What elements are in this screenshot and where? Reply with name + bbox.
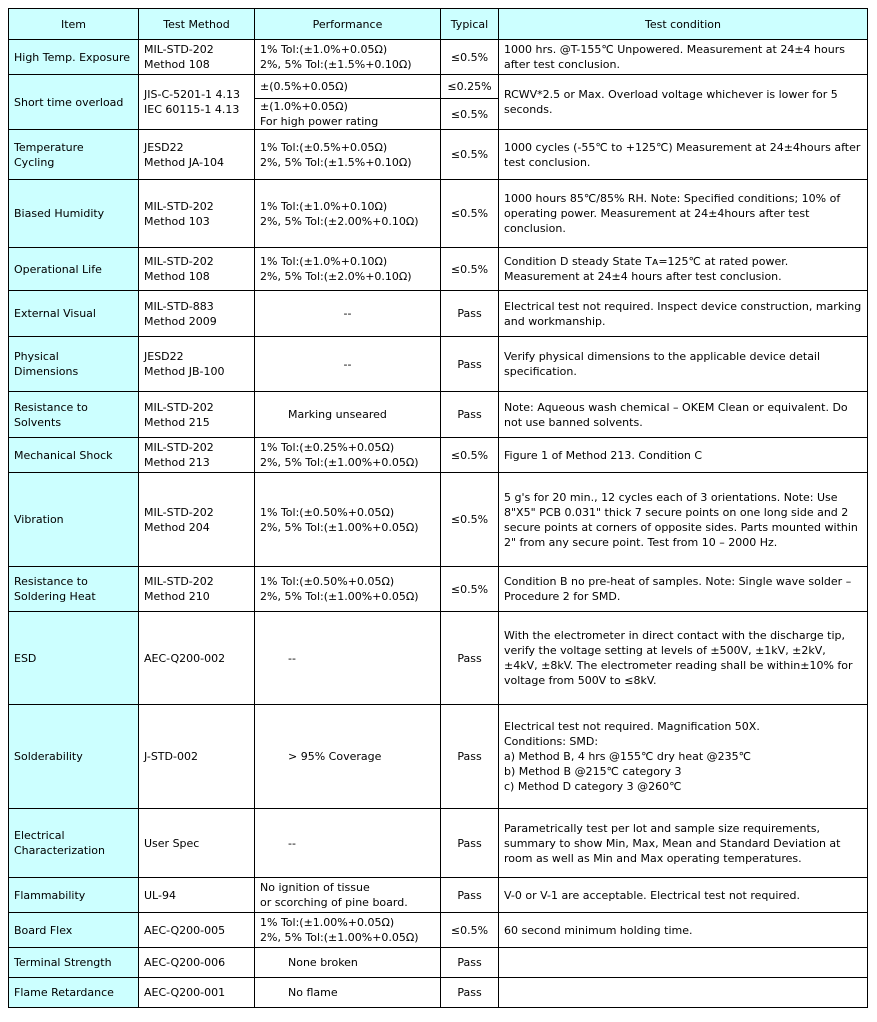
method-cell: MIL-STD-202 Method 108 <box>139 40 255 75</box>
table-row <box>9 40 868 75</box>
typical-cell: Pass <box>441 705 499 809</box>
item-cell: External Visual <box>9 291 139 337</box>
condition-cell: Electrical test not required. Magnification 50X. Conditions: SMD: a) Method B, 4 hrs @155℃ dry heat @235℃ b) Method B @215℃ category 3 c) Method D category 3 @260℃ <box>499 705 868 809</box>
method-cell: UL-94 <box>139 878 255 913</box>
method-cell: MIL-STD-202 Method 103 <box>139 180 255 248</box>
performance-cell: 1% Tol:(±0.25%+0.05Ω) 2%, 5% Tol:(±1.00%+0.05Ω) <box>255 438 441 473</box>
method-cell: MIL-STD-202 Method 210 <box>139 567 255 612</box>
performance-cell: 1% Tol:(±0.5%+0.05Ω) 2%, 5% Tol:(±1.5%+0.10Ω) <box>255 130 441 180</box>
performance-cell: No ignition of tissue or scorching of pine board. <box>255 878 441 913</box>
condition-cell <box>499 948 868 978</box>
item-cell: Physical Dimensions <box>9 337 139 392</box>
method-cell: MIL-STD-202 Method 215 <box>139 392 255 438</box>
table-row <box>9 612 868 705</box>
method-cell: AEC-Q200-001 <box>139 978 255 1008</box>
typical-cell: Pass <box>441 392 499 438</box>
performance-cell: -- <box>255 809 441 878</box>
performance-cell: 1% Tol:(±1.0%+0.05Ω) 2%, 5% Tol:(±1.5%+0.10Ω) <box>255 40 441 75</box>
condition-cell: Figure 1 of Method 213. Condition C <box>499 438 868 473</box>
method-cell: AEC-Q200-002 <box>139 612 255 705</box>
table-row <box>9 705 868 809</box>
table-row <box>9 337 868 392</box>
typical-cell: ≤0.5% <box>441 99 499 130</box>
method-cell: MIL-STD-202 Method 108 <box>139 248 255 291</box>
typical-cell: Pass <box>441 612 499 705</box>
table-row <box>9 878 868 913</box>
typical-cell: ≤0.5% <box>441 130 499 180</box>
performance-cell: 1% Tol:(±1.0%+0.10Ω) 2%, 5% Tol:(±2.0%+0.10Ω) <box>255 248 441 291</box>
item-cell: Flame Retardance <box>9 978 139 1008</box>
performance-cell: ±(1.0%+0.05Ω) For high power rating <box>255 99 441 130</box>
item-cell: ESD <box>9 612 139 705</box>
condition-cell <box>499 978 868 1008</box>
table-row <box>9 180 868 248</box>
typical-cell: Pass <box>441 291 499 337</box>
item-cell: Vibration <box>9 473 139 567</box>
method-cell: JESD22 Method JA-104 <box>139 130 255 180</box>
header-test-method: Test Method <box>139 9 255 40</box>
condition-cell: Condition B no pre-heat of samples. Note: Single wave solder – Procedure 2 for SMD. <box>499 567 868 612</box>
condition-cell: Condition D steady State Tᴀ=125℃ at rated power. Measurement at 24±4 hours after test conclusion. <box>499 248 868 291</box>
performance-cell: -- <box>255 337 441 392</box>
item-cell: Temperature Cycling <box>9 130 139 180</box>
item-cell: Electrical Characterization <box>9 809 139 878</box>
method-cell: JESD22 Method JB-100 <box>139 337 255 392</box>
performance-cell: 1% Tol:(±0.50%+0.05Ω) 2%, 5% Tol:(±1.00%+0.05Ω) <box>255 473 441 567</box>
item-cell: Terminal Strength <box>9 948 139 978</box>
condition-cell: V-0 or V-1 are acceptable. Electrical test not required. <box>499 878 868 913</box>
header-test-condition: Test condition <box>499 9 868 40</box>
table-row <box>9 75 868 99</box>
item-cell: Resistance to Soldering Heat <box>9 567 139 612</box>
item-cell: High Temp. Exposure <box>9 40 139 75</box>
condition-cell: RCWV*2.5 or Max. Overload voltage whichever is lower for 5 seconds. <box>499 75 868 130</box>
performance-cell: > 95% Coverage <box>255 705 441 809</box>
typical-cell: ≤0.5% <box>441 473 499 567</box>
performance-cell: 1% Tol:(±1.00%+0.05Ω) 2%, 5% Tol:(±1.00%+0.05Ω) <box>255 913 441 948</box>
method-cell: JIS-C-5201-1 4.13 IEC 60115-1 4.13 <box>139 75 255 130</box>
method-cell: User Spec <box>139 809 255 878</box>
performance-cell: None broken <box>255 948 441 978</box>
item-cell: Board Flex <box>9 913 139 948</box>
table-row <box>9 978 868 1008</box>
performance-cell: -- <box>255 291 441 337</box>
method-cell: AEC-Q200-006 <box>139 948 255 978</box>
table-row <box>9 130 868 180</box>
table-row <box>9 567 868 612</box>
item-cell: Mechanical Shock <box>9 438 139 473</box>
typical-cell: ≤0.5% <box>441 248 499 291</box>
header-typical: Typical <box>441 9 499 40</box>
typical-cell: Pass <box>441 948 499 978</box>
item-cell: Solderability <box>9 705 139 809</box>
typical-cell: ≤0.5% <box>441 180 499 248</box>
condition-cell: Verify physical dimensions to the applicable device detail specification. <box>499 337 868 392</box>
performance-cell: 1% Tol:(±0.50%+0.05Ω) 2%, 5% Tol:(±1.00%+0.05Ω) <box>255 567 441 612</box>
item-cell: Short time overload <box>9 75 139 130</box>
typical-cell: ≤0.5% <box>441 40 499 75</box>
header-item: Item <box>9 9 139 40</box>
item-cell: Biased Humidity <box>9 180 139 248</box>
item-cell: Operational Life <box>9 248 139 291</box>
item-cell: Flammability <box>9 878 139 913</box>
test-specification-table <box>8 8 868 1008</box>
performance-cell: No flame <box>255 978 441 1008</box>
typical-cell: ≤0.25% <box>441 75 499 99</box>
typical-cell: ≤0.5% <box>441 438 499 473</box>
performance-cell: -- <box>255 612 441 705</box>
typical-cell: ≤0.5% <box>441 913 499 948</box>
table-row <box>9 291 868 337</box>
item-cell: Resistance to Solvents <box>9 392 139 438</box>
performance-cell: Marking unseared <box>255 392 441 438</box>
method-cell: MIL-STD-202 Method 213 <box>139 438 255 473</box>
condition-cell: Note: Aqueous wash chemical – OKEM Clean or equivalent. Do not use banned solvents. <box>499 392 868 438</box>
header-performance: Performance <box>255 9 441 40</box>
table-row <box>9 948 868 978</box>
performance-cell: ±(0.5%+0.05Ω) <box>255 75 441 99</box>
condition-cell: 1000 hrs. @T-155℃ Unpowered. Measurement at 24±4 hours after test conclusion. <box>499 40 868 75</box>
condition-cell: 1000 hours 85℃/85% RH. Note: Specified conditions; 10% of operating power. Measurement at 24±4hours after test conclusion. <box>499 180 868 248</box>
method-cell: J-STD-002 <box>139 705 255 809</box>
condition-cell: 1000 cycles (-55℃ to +125℃) Measurement at 24±4hours after test conclusion. <box>499 130 868 180</box>
method-cell: AEC-Q200-005 <box>139 913 255 948</box>
typical-cell: Pass <box>441 978 499 1008</box>
condition-cell: 5 g's for 20 min., 12 cycles each of 3 orientations. Note: Use 8"X5" PCB 0.031" thick 7 secure points on one long side and 2 secure points at corners of opposite sides. Parts mounted within 2" from any secure point. Test from 10 – 2000 Hz. <box>499 473 868 567</box>
method-cell: MIL-STD-202 Method 204 <box>139 473 255 567</box>
performance-cell: 1% Tol:(±1.0%+0.10Ω) 2%, 5% Tol:(±2.00%+0.10Ω) <box>255 180 441 248</box>
table-row <box>9 913 868 948</box>
header-row <box>9 9 868 40</box>
method-cell: MIL-STD-883 Method 2009 <box>139 291 255 337</box>
typical-cell: Pass <box>441 809 499 878</box>
table-row <box>9 248 868 291</box>
table-row <box>9 809 868 878</box>
condition-cell: With the electrometer in direct contact with the discharge tip, verify the voltage setting at levels of ±500V, ±1kV, ±2kV, ±4kV, ±8kV. The electrometer reading shall be within±10% for voltage from 500V to ≤8kV. <box>499 612 868 705</box>
table-row <box>9 473 868 567</box>
typical-cell: Pass <box>441 878 499 913</box>
typical-cell: Pass <box>441 337 499 392</box>
table-row <box>9 438 868 473</box>
table-row <box>9 392 868 438</box>
condition-cell: Parametrically test per lot and sample size requirements, summary to show Min, Max, Mean and Standard Deviation at room as well as Min and Max operating temperatures. <box>499 809 868 878</box>
typical-cell: ≤0.5% <box>441 567 499 612</box>
condition-cell: Electrical test not required. Inspect device construction, marking and workmanship. <box>499 291 868 337</box>
condition-cell: 60 second minimum holding time. <box>499 913 868 948</box>
